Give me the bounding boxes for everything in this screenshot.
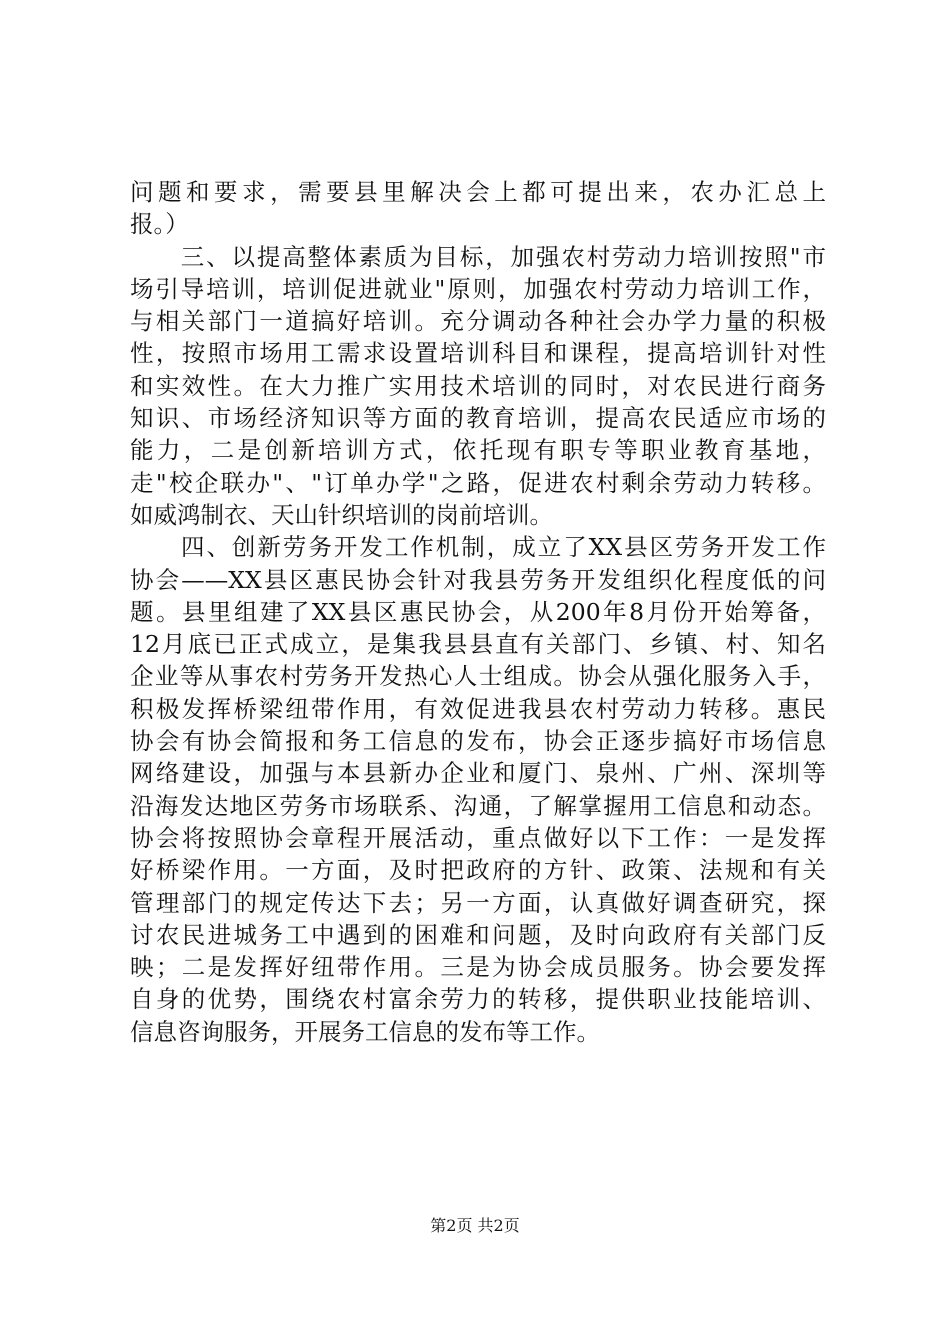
text-line: 讨农民进城务工中遇到的困难和问题，及时向政府有关部门反 <box>130 920 826 949</box>
text-line: 走"校企联办"、"订单办学"之路，促进农村剩余劳动力转移。 <box>130 468 826 497</box>
text-line: 知识、市场经济知识等方面的教育培训，提高农民适应市场的 <box>130 404 826 433</box>
text-line: 性，按照市场用工需求设置培训科目和课程，提高培训针对性 <box>130 339 826 368</box>
text-line: 好桥梁作用。一方面，及时把政府的方针、政策、法规和有关 <box>130 856 826 885</box>
text-line: 沿海发达地区劳务市场联系、沟通，了解掌握用工信息和动态。 <box>130 791 826 820</box>
text-line: 协会将按照协会章程开展活动，重点做好以下工作：一是发挥 <box>130 823 826 852</box>
text-line: 与相关部门一道搞好培训。充分调动各种社会办学力量的积极 <box>130 307 826 336</box>
text-line: 网络建设，加强与本县新办企业和厦门、泉州、广州、深圳等 <box>130 759 826 788</box>
text-line: 信息咨询服务，开展务工信息的发布等工作。 <box>130 1017 600 1046</box>
text-line: 题。县里组建了XX县区惠民协会，从200年8月份开始筹备， <box>130 597 826 626</box>
page-footer: 第2页 共2页 <box>430 1216 520 1235</box>
text-line: 自身的优势，围绕农村富余劳力的转移，提供职业技能培训、 <box>130 985 826 1014</box>
text-line: 如威鸿制衣、天山针织培训的岗前培训。 <box>130 500 553 529</box>
document-body <box>130 176 826 1048</box>
text-line: 企业等从事农村劳务开发热心人士组成。协会从强化服务入手， <box>130 662 826 691</box>
text-line: 能力，二是创新培训方式，依托现有职专等职业教育基地， <box>130 436 826 465</box>
text-line: 场引导培训，培训促进就业"原则，加强农村劳动力培训工作， <box>130 274 826 303</box>
text-line: 12月底已正式成立，是集我县县直有关部门、乡镇、村、知名 <box>130 630 826 659</box>
text-line: 和实效性。在大力推广实用技术培训的同时，对农民进行商务 <box>130 371 826 400</box>
text-line: 三、以提高整体素质为目标，加强农村劳动力培训按照"市 <box>130 242 826 271</box>
text-line: 协会有协会简报和务工信息的发布，协会正逐步搞好市场信息 <box>130 727 826 756</box>
text-line: 积极发挥桥梁纽带作用，有效促进我县农村劳动力转移。惠民 <box>130 694 826 723</box>
text-line: 报。） <box>130 210 189 239</box>
text-line: 四、创新劳务开发工作机制，成立了XX县区劳务开发工作 <box>130 533 826 562</box>
text-line: 协会——XX县区惠民协会针对我县劳务开发组织化程度低的问 <box>130 565 826 594</box>
text-line: 映；二是发挥好纽带作用。三是为协会成员服务。协会要发挥 <box>130 953 826 982</box>
text-line: 管理部门的规定传达下去；另一方面，认真做好调查研究，探 <box>130 888 826 917</box>
text-line: 问题和要求，需要县里解决会上都可提出来，农办汇总上 <box>130 178 826 206</box>
